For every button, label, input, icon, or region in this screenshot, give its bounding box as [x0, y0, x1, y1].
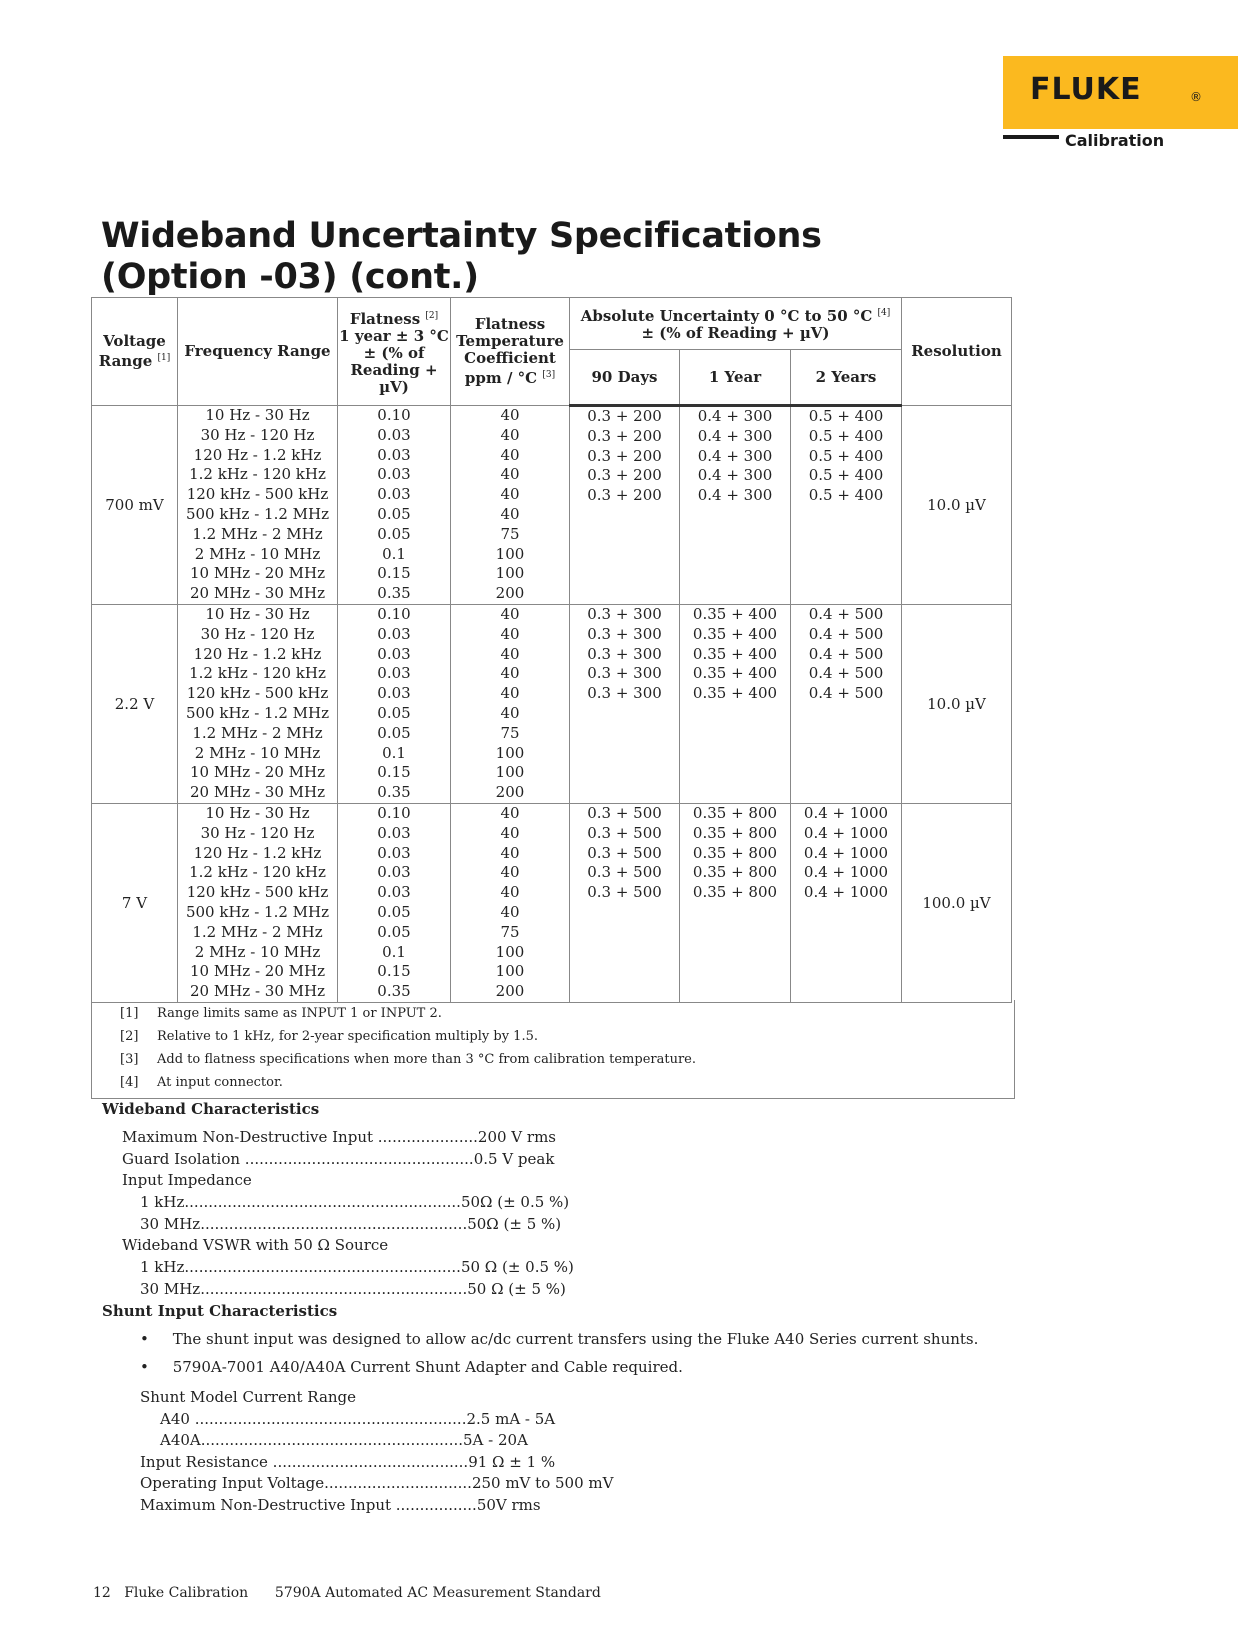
note-1 [120, 1006, 442, 1028]
year1-list [680, 803, 791, 1002]
spec-line [140, 1258, 574, 1276]
table-cell: 20 MHz - 30 MHz [190, 584, 325, 603]
spec-line [140, 1453, 555, 1471]
table-cell: 40 [500, 644, 520, 663]
table-cell: 40 [500, 823, 520, 842]
wideband-uncertainty-table [91, 297, 1012, 1003]
table-cell: 40 [500, 664, 520, 683]
tempco-list [451, 406, 570, 605]
table-cell: 0.10 [377, 604, 411, 623]
table-cell: 0.5 + 400 [808, 407, 884, 425]
table-cell: 0.35 + 400 [692, 664, 778, 683]
header-absolute-uncertainty [570, 298, 902, 350]
table-cell: 40 [500, 902, 520, 921]
table-cell: 40 [500, 803, 520, 822]
resolution-cell: 10.0 µV [902, 604, 1012, 803]
table-cell: 75 [500, 524, 520, 543]
table-cell: 0.35 + 400 [692, 604, 778, 623]
table-row-group-1 [92, 406, 1012, 605]
table-cell: 0.35 + 800 [692, 883, 778, 902]
note-number: [1] [120, 1006, 139, 1021]
spec-line [122, 1171, 252, 1189]
logo-division: Calibration [1065, 131, 1165, 150]
page-footer [93, 1585, 601, 1601]
table-cell: 0.35 + 800 [692, 823, 778, 842]
frequency-list [178, 406, 338, 605]
table-cell: 0.35 + 800 [692, 803, 778, 822]
spec-line [140, 1280, 566, 1298]
table-cell: 0.5 + 400 [808, 486, 884, 505]
spec-line [122, 1128, 556, 1146]
table-cell: 30 Hz - 120 Hz [200, 823, 315, 842]
table-cell: 40 [500, 843, 520, 862]
table-cell: 0.10 [377, 803, 411, 822]
days90-list [570, 803, 680, 1002]
resolution-cell: 10.0 µV [902, 406, 1012, 605]
table-cell: 20 MHz - 30 MHz [190, 783, 325, 802]
table-cell: 0.03 [377, 465, 411, 484]
table-cell: 100 [495, 763, 525, 782]
table-cell: 0.4 + 1000 [803, 883, 889, 902]
table-cell: 200 [495, 584, 525, 603]
voltage-range-cell: 7 V [92, 803, 178, 1002]
table-cell: 40 [500, 684, 520, 703]
table-cell: 0.15 [377, 564, 411, 583]
table-cell: 0.05 [377, 902, 411, 921]
table-cell: 1.2 MHz - 2 MHz [192, 922, 323, 941]
spec-line [160, 1410, 555, 1428]
spec-line [140, 1388, 356, 1406]
header-abs-note: [4] [877, 308, 891, 318]
spec-label: A40A....................................................... [160, 1431, 463, 1449]
table-cell: 120 kHz - 500 kHz [186, 684, 329, 703]
tempco-list [451, 604, 570, 803]
table-cell: 0.05 [377, 703, 411, 722]
table-cell: 40 [500, 883, 520, 902]
table-cell: 0.05 [377, 922, 411, 941]
table-cell: 0.3 + 500 [587, 883, 662, 902]
table-cell: 100 [495, 544, 525, 563]
spec-label: 30 MHz........................................................ [140, 1215, 468, 1233]
table-cell: 2 MHz - 10 MHz [194, 942, 321, 961]
table-cell: 0.03 [377, 644, 411, 663]
logo-bar [1003, 135, 1059, 139]
voltage-range-cell: 700 mV [92, 406, 178, 605]
table-cell: 10 MHz - 20 MHz [190, 564, 325, 583]
note-text: At input connector. [157, 1075, 283, 1090]
header-tempco-note: [3] [542, 370, 556, 380]
note-text: Add to flatness specifications when more than 3 °C from calibration temperature. [157, 1052, 696, 1067]
spec-value: 200 V rms [477, 1128, 556, 1146]
wideband-heading: Wideband Characteristics [102, 1100, 320, 1118]
table-cell: 0.3 + 300 [587, 684, 662, 703]
spec-value: 250 mV to 500 mV [471, 1474, 614, 1492]
flatness-list [338, 803, 451, 1002]
table-cell: 0.35 + 800 [692, 863, 778, 882]
table-cell: 1.2 kHz - 120 kHz [189, 863, 326, 882]
note-4 [120, 1075, 283, 1097]
table-cell: 120 kHz - 500 kHz [186, 883, 329, 902]
title-line-2: (Option -03) (cont.) [101, 257, 479, 297]
header-flatness [338, 298, 451, 406]
table-cell: 0.03 [377, 664, 411, 683]
shunt-heading: Shunt Input Characteristics [102, 1302, 338, 1320]
table-cell: 0.4 + 500 [808, 664, 884, 683]
title-line-1: Wideband Uncertainty Specifications [101, 216, 822, 256]
years2-list [791, 406, 902, 605]
table-cell: 0.1 [382, 743, 406, 762]
table-cell: 40 [500, 624, 520, 643]
header-flatness-note: [2] [425, 310, 439, 321]
table-cell: 0.35 [377, 982, 411, 1001]
table-cell: 0.05 [377, 723, 411, 742]
spec-value: 0.5 V peak [473, 1150, 555, 1168]
header-resolution: Resolution [902, 298, 1012, 406]
table-cell: 1.2 MHz - 2 MHz [192, 524, 323, 543]
table-cell: 0.03 [377, 485, 411, 504]
spec-line [160, 1431, 528, 1449]
note-number: [2] [120, 1029, 139, 1044]
table-cell: 0.4 + 500 [808, 604, 884, 623]
table-cell: 0.03 [377, 823, 411, 842]
logo-registered-mark: ® [1190, 90, 1202, 104]
page-number: 12 [93, 1585, 111, 1601]
table-row-group-3 [92, 803, 1012, 1002]
table-cell: 120 kHz - 500 kHz [186, 485, 329, 504]
spec-value: 91 Ω ± 1 % [468, 1453, 556, 1471]
note-number: [4] [120, 1075, 139, 1090]
table-cell: 0.03 [377, 445, 411, 464]
note-number: [3] [120, 1052, 139, 1067]
footer-company: Fluke Calibration [124, 1585, 249, 1601]
spec-label: Wideband VSWR with 50 Ω Source [122, 1236, 389, 1254]
table-cell: 40 [500, 504, 520, 523]
spec-line [140, 1496, 541, 1514]
table-cell: 10 Hz - 30 Hz [205, 803, 310, 822]
header-abs-sub: ± (% of Reading + µV) [641, 324, 830, 342]
table-cell: 0.4 + 1000 [803, 823, 889, 842]
header-abs-label: Absolute Uncertainty 0 °C to 50 °C [580, 307, 873, 325]
table-cell: 0.35 + 400 [692, 644, 778, 663]
spec-line [122, 1150, 554, 1168]
note-2 [120, 1029, 538, 1051]
table-cell: 0.3 + 300 [587, 624, 662, 643]
table-cell: 0.1 [382, 942, 406, 961]
spec-value: 50Ω (± 0.5 %) [460, 1193, 570, 1211]
table-cell: 0.35 + 800 [692, 843, 778, 862]
frequency-list [178, 604, 338, 803]
spec-line [140, 1215, 561, 1233]
spec-line [122, 1236, 388, 1254]
year1-list [680, 604, 791, 803]
table-cell: 2 MHz - 10 MHz [194, 544, 321, 563]
table-cell: 100 [495, 962, 525, 981]
table-cell: 0.3 + 500 [587, 803, 662, 822]
table-cell: 0.15 [377, 962, 411, 981]
table-cell: 0.4 + 1000 [803, 843, 889, 862]
table-cell: 40 [500, 863, 520, 882]
spec-value: 50 Ω (± 0.5 %) [460, 1258, 574, 1276]
header-90-days: 90 Days [570, 350, 680, 406]
table-cell: 0.3 + 500 [587, 843, 662, 862]
table-cell: 10 MHz - 20 MHz [190, 763, 325, 782]
table-notes [91, 1000, 1015, 1099]
frequency-list [178, 803, 338, 1002]
spec-label: 30 MHz........................................................ [140, 1280, 468, 1298]
table-cell: 120 Hz - 1.2 kHz [193, 644, 322, 663]
table-cell: 0.4 + 1000 [803, 863, 889, 882]
table-cell: 500 kHz - 1.2 MHz [185, 504, 330, 523]
resolution-cell: 100.0 µV [902, 803, 1012, 1002]
table-cell: 40 [500, 703, 520, 722]
bullet-item: • 5790A-7001 A40/A40A Current Shunt Adapter and Cable required. [140, 1358, 683, 1376]
table-cell: 0.3 + 200 [587, 426, 662, 445]
table-cell: 0.1 [382, 544, 406, 563]
table-cell: 0.5 + 400 [808, 466, 884, 485]
spec-value: 5A - 20A [463, 1431, 528, 1449]
table-cell: 0.03 [377, 425, 411, 444]
header-flatness-label: Flatness [349, 309, 421, 328]
table-cell: 0.4 + 300 [697, 407, 773, 425]
table-cell: 40 [500, 465, 520, 484]
spec-label: A40 ......................................................... [160, 1410, 467, 1428]
table-cell: 0.35 [377, 783, 411, 802]
table-cell: 0.4 + 300 [697, 446, 773, 465]
table-cell: 75 [500, 922, 520, 941]
spec-label: Maximum Non-Destructive Input ................. [140, 1496, 477, 1514]
table-cell: 30 Hz - 120 Hz [200, 624, 315, 643]
bullet-text: The shunt input was designed to allow ac/dc current transfers using the Fluke A40 Series current shunts. [172, 1330, 979, 1348]
table-cell: 0.35 + 400 [692, 624, 778, 643]
table-cell: 100 [495, 942, 525, 961]
spec-label: Input Impedance [122, 1171, 252, 1189]
table-cell: 1.2 kHz - 120 kHz [189, 664, 326, 683]
table-cell: 0.05 [377, 504, 411, 523]
table-row-group-2 [92, 604, 1012, 803]
table-cell: 40 [500, 425, 520, 444]
table-cell: 120 Hz - 1.2 kHz [193, 843, 322, 862]
table-cell: 0.3 + 300 [587, 664, 662, 683]
spec-line [140, 1193, 569, 1211]
table-cell: 0.4 + 300 [697, 486, 773, 505]
table-cell: 1.2 MHz - 2 MHz [192, 723, 323, 742]
table-cell: 500 kHz - 1.2 MHz [185, 902, 330, 921]
table-cell: 0.5 + 400 [808, 446, 884, 465]
table-cell: 0.03 [377, 883, 411, 902]
note-text: Relative to 1 kHz, for 2-year specification multiply by 1.5. [157, 1029, 538, 1044]
note-text: Range limits same as INPUT 1 or INPUT 2. [157, 1006, 442, 1021]
table-cell: 0.3 + 200 [587, 446, 662, 465]
logo-text: FLUKE [1030, 72, 1142, 107]
table-cell: 0.3 + 200 [587, 407, 662, 425]
table-cell: 0.03 [377, 684, 411, 703]
bullet-item: • The shunt input was designed to allow ac/dc current transfers using the Fluke A40 Series current shunts. [140, 1330, 979, 1348]
table-cell: 40 [500, 445, 520, 464]
table-cell: 0.4 + 500 [808, 684, 884, 703]
table-cell: 0.3 + 200 [587, 486, 662, 505]
spec-label: Maximum Non-Destructive Input ..................... [122, 1128, 478, 1146]
header-flatness-sub: 1 year ± 3 °C ± (% of Reading + µV) [339, 326, 449, 396]
spec-label: Input Resistance ......................................... [140, 1453, 469, 1471]
table-cell: 0.4 + 300 [697, 466, 773, 485]
bullet-text: 5790A-7001 A40/A40A Current Shunt Adapter and Cable required. [172, 1358, 683, 1376]
table-cell: 0.3 + 500 [587, 823, 662, 842]
header-voltage-range [92, 298, 178, 406]
table-cell: 0.15 [377, 763, 411, 782]
spec-value: 50Ω (± 5 %) [467, 1215, 562, 1233]
table-cell: 30 Hz - 120 Hz [200, 425, 315, 444]
table-cell: 0.5 + 400 [808, 426, 884, 445]
table-cell: 0.3 + 200 [587, 466, 662, 485]
table-cell: 500 kHz - 1.2 MHz [185, 703, 330, 722]
voltage-range-cell: 2.2 V [92, 604, 178, 803]
table-cell: 200 [495, 783, 525, 802]
table-cell: 0.4 + 1000 [803, 803, 889, 822]
header-frequency-range: Frequency Range [178, 298, 338, 406]
table-cell: 100 [495, 743, 525, 762]
header-2-years: 2 Years [791, 350, 902, 406]
table-cell: 1.2 kHz - 120 kHz [189, 465, 326, 484]
table-cell: 0.35 + 400 [692, 684, 778, 703]
table-cell: 10 Hz - 30 Hz [205, 406, 310, 424]
header-voltage-note: [1] [157, 353, 171, 363]
table-cell: 40 [500, 485, 520, 504]
table-cell: 0.4 + 500 [808, 624, 884, 643]
table-cell: 0.03 [377, 863, 411, 882]
spec-line [140, 1474, 613, 1492]
table-cell: 0.05 [377, 524, 411, 543]
tempco-list [451, 803, 570, 1002]
table-cell: 0.3 + 300 [587, 644, 662, 663]
spec-label: 1 kHz.......................................................... [140, 1193, 461, 1211]
flatness-list [338, 406, 451, 605]
table-cell: 120 Hz - 1.2 kHz [193, 445, 322, 464]
table-cell: 40 [500, 406, 520, 424]
header-tempco [451, 298, 570, 406]
note-3 [120, 1052, 696, 1074]
table-cell: 0.10 [377, 406, 411, 424]
table-cell: 10 Hz - 30 Hz [205, 604, 310, 623]
table-cell: 0.03 [377, 843, 411, 862]
table-cell: 10 MHz - 20 MHz [190, 962, 325, 981]
table-cell: 75 [500, 723, 520, 742]
table-cell: 2 MHz - 10 MHz [194, 743, 321, 762]
flatness-list [338, 604, 451, 803]
table-cell: 0.4 + 300 [697, 426, 773, 445]
table-cell: 20 MHz - 30 MHz [190, 982, 325, 1001]
table-cell: 0.3 + 500 [587, 863, 662, 882]
spec-value: 50V rms [476, 1496, 541, 1514]
table-cell: 0.03 [377, 624, 411, 643]
years2-list [791, 803, 902, 1002]
spec-label: Shunt Model Current Range [140, 1388, 357, 1406]
table-cell: 0.4 + 500 [808, 644, 884, 663]
header-tempco-label: Flatness Temperature Coefficient ppm / °C [456, 315, 564, 387]
table-cell: 0.3 + 300 [587, 604, 662, 623]
spec-label: 1 kHz.......................................................... [140, 1258, 461, 1276]
spec-value: 2.5 mA - 5A [466, 1410, 556, 1428]
table-cell: 0.35 [377, 584, 411, 603]
page-title [101, 216, 822, 298]
header-voltage-label: Voltage Range [98, 332, 166, 370]
table-cell: 40 [500, 604, 520, 623]
spec-label: Guard Isolation ................................................ [122, 1150, 474, 1168]
spec-value: 50 Ω (± 5 %) [467, 1280, 566, 1298]
years2-list [791, 604, 902, 803]
spec-label: Operating Input Voltage............................... [140, 1474, 472, 1492]
year1-list [680, 406, 791, 605]
footer-product: 5790A Automated AC Measurement Standard [274, 1585, 601, 1601]
days90-list [570, 406, 680, 605]
table-cell: 200 [495, 982, 525, 1001]
header-1-year: 1 Year [680, 350, 791, 406]
days90-list [570, 604, 680, 803]
table-cell: 100 [495, 564, 525, 583]
